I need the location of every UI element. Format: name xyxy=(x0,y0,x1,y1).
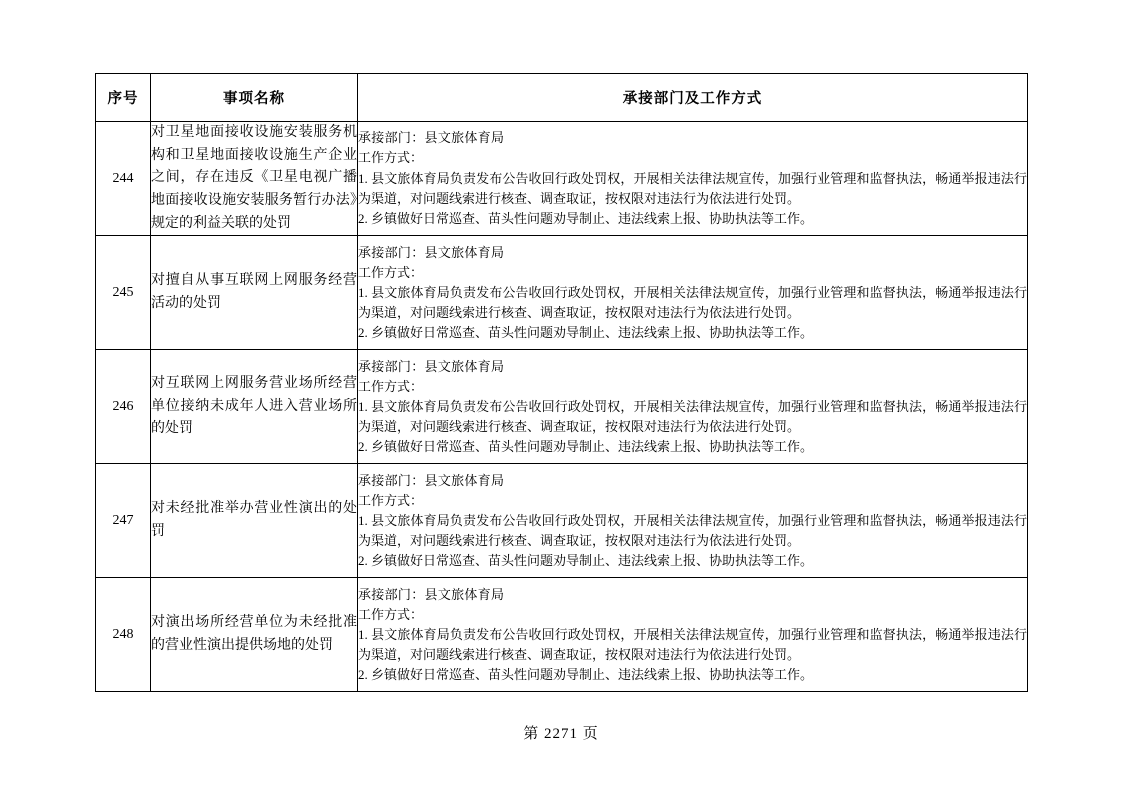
method-label: 工作方式： xyxy=(358,264,424,280)
method-label: 工作方式： xyxy=(358,606,424,622)
department-value: 县文旅体育局 xyxy=(424,358,505,374)
method-item: 1. 县文旅体育局负责发布公告收回行政处罚权，开展相关法律法规宣传，加强行业管理和监督执法，畅通举报违法行为渠道，对问题线索进行核查、调查取证，按权限对违法行为依法进行处罚。 xyxy=(358,512,1027,548)
table-row xyxy=(96,236,1028,350)
department-value: 县文旅体育局 xyxy=(424,472,505,488)
department-label: 承接部门： xyxy=(358,244,425,260)
row-item-name: 对互联网上网服务营业场所经营单位接纳未成年人进入营业场所的处罚 xyxy=(151,350,358,464)
column-header-sequence: 序号 xyxy=(96,74,151,122)
table-row xyxy=(96,122,1028,236)
row-department-method xyxy=(358,122,1028,236)
department-line xyxy=(358,357,1027,377)
department-value: 县文旅体育局 xyxy=(424,244,505,260)
table-body xyxy=(96,122,1028,692)
method-item: 2. 乡镇做好日常巡查、苗头性问题劝导制止、违法线索上报、协助执法等工作。 xyxy=(358,667,814,683)
department-value: 县文旅体育局 xyxy=(424,586,505,602)
table-row xyxy=(96,464,1028,578)
row-item-name: 对擅自从事互联网上网服务经营活动的处罚 xyxy=(151,236,358,350)
table-row xyxy=(96,578,1028,692)
page-number: 第 2271 页 xyxy=(523,726,599,742)
row-sequence: 245 xyxy=(96,236,151,350)
method-item: 1. 县文旅体育局负责发布公告收回行政处罚权，开展相关法律法规宣传，加强行业管理和监督执法，畅通举报违法行为渠道，对问题线索进行核查、调查取证，按权限对违法行为依法进行处罚。 xyxy=(358,284,1027,320)
method-label: 工作方式： xyxy=(358,150,424,166)
method-label: 工作方式： xyxy=(358,378,424,394)
row-sequence: 247 xyxy=(96,464,151,578)
department-label: 承接部门： xyxy=(358,358,425,374)
department-line xyxy=(358,243,1027,263)
row-item-name: 对未经批准举办营业性演出的处罚 xyxy=(151,464,358,578)
table-row xyxy=(96,350,1028,464)
row-sequence: 244 xyxy=(96,122,151,236)
row-sequence: 248 xyxy=(96,578,151,692)
department-line xyxy=(358,585,1027,605)
column-header-department: 承接部门及工作方式 xyxy=(358,74,1028,122)
method-item: 2. 乡镇做好日常巡查、苗头性问题劝导制止、违法线索上报、协助执法等工作。 xyxy=(358,325,814,341)
method-item: 1. 县文旅体育局负责发布公告收回行政处罚权，开展相关法律法规宣传，加强行业管理和监督执法，畅通举报违法行为渠道，对问题线索进行核查、调查取证，按权限对违法行为依法进行处罚。 xyxy=(358,626,1027,662)
method-item: 2. 乡镇做好日常巡查、苗头性问题劝导制止、违法线索上报、协助执法等工作。 xyxy=(358,553,814,569)
department-value: 县文旅体育局 xyxy=(424,130,505,146)
requirements-table xyxy=(95,73,1028,692)
row-item-name: 对卫星地面接收设施安装服务机构和卫星地面接收设施生产企业之间，存在违反《卫星电视广播地面接收设施安装服务暂行办法》规定的利益关联的处罚 xyxy=(151,122,358,236)
row-department-method xyxy=(358,350,1028,464)
method-item: 2. 乡镇做好日常巡查、苗头性问题劝导制止、违法线索上报、协助执法等工作。 xyxy=(358,210,814,226)
row-department-method xyxy=(358,464,1028,578)
method-label: 工作方式： xyxy=(358,492,424,508)
department-label: 承接部门： xyxy=(358,472,425,488)
method-item: 1. 县文旅体育局负责发布公告收回行政处罚权，开展相关法律法规宣传，加强行业管理和监督执法，畅通举报违法行为渠道，对问题线索进行核查、调查取证，按权限对违法行为依法进行处罚。 xyxy=(358,398,1027,434)
table-header-row xyxy=(96,74,1028,122)
page-footer xyxy=(0,722,1122,743)
row-department-method xyxy=(358,578,1028,692)
method-item: 2. 乡镇做好日常巡查、苗头性问题劝导制止、违法线索上报、协助执法等工作。 xyxy=(358,439,814,455)
department-line xyxy=(358,471,1027,491)
department-line xyxy=(358,128,1027,148)
table-header xyxy=(96,74,1028,122)
method-item: 1. 县文旅体育局负责发布公告收回行政处罚权，开展相关法律法规宣传，加强行业管理和监督执法，畅通举报违法行为渠道，对问题线索进行核查、调查取证，按权限对违法行为依法进行处罚。 xyxy=(358,170,1027,206)
row-sequence: 246 xyxy=(96,350,151,464)
department-label: 承接部门： xyxy=(358,586,425,602)
row-item-name: 对演出场所经营单位为未经批准的营业性演出提供场地的处罚 xyxy=(151,578,358,692)
row-department-method xyxy=(358,236,1028,350)
column-header-item-name: 事项名称 xyxy=(151,74,358,122)
department-label: 承接部门： xyxy=(358,130,425,146)
